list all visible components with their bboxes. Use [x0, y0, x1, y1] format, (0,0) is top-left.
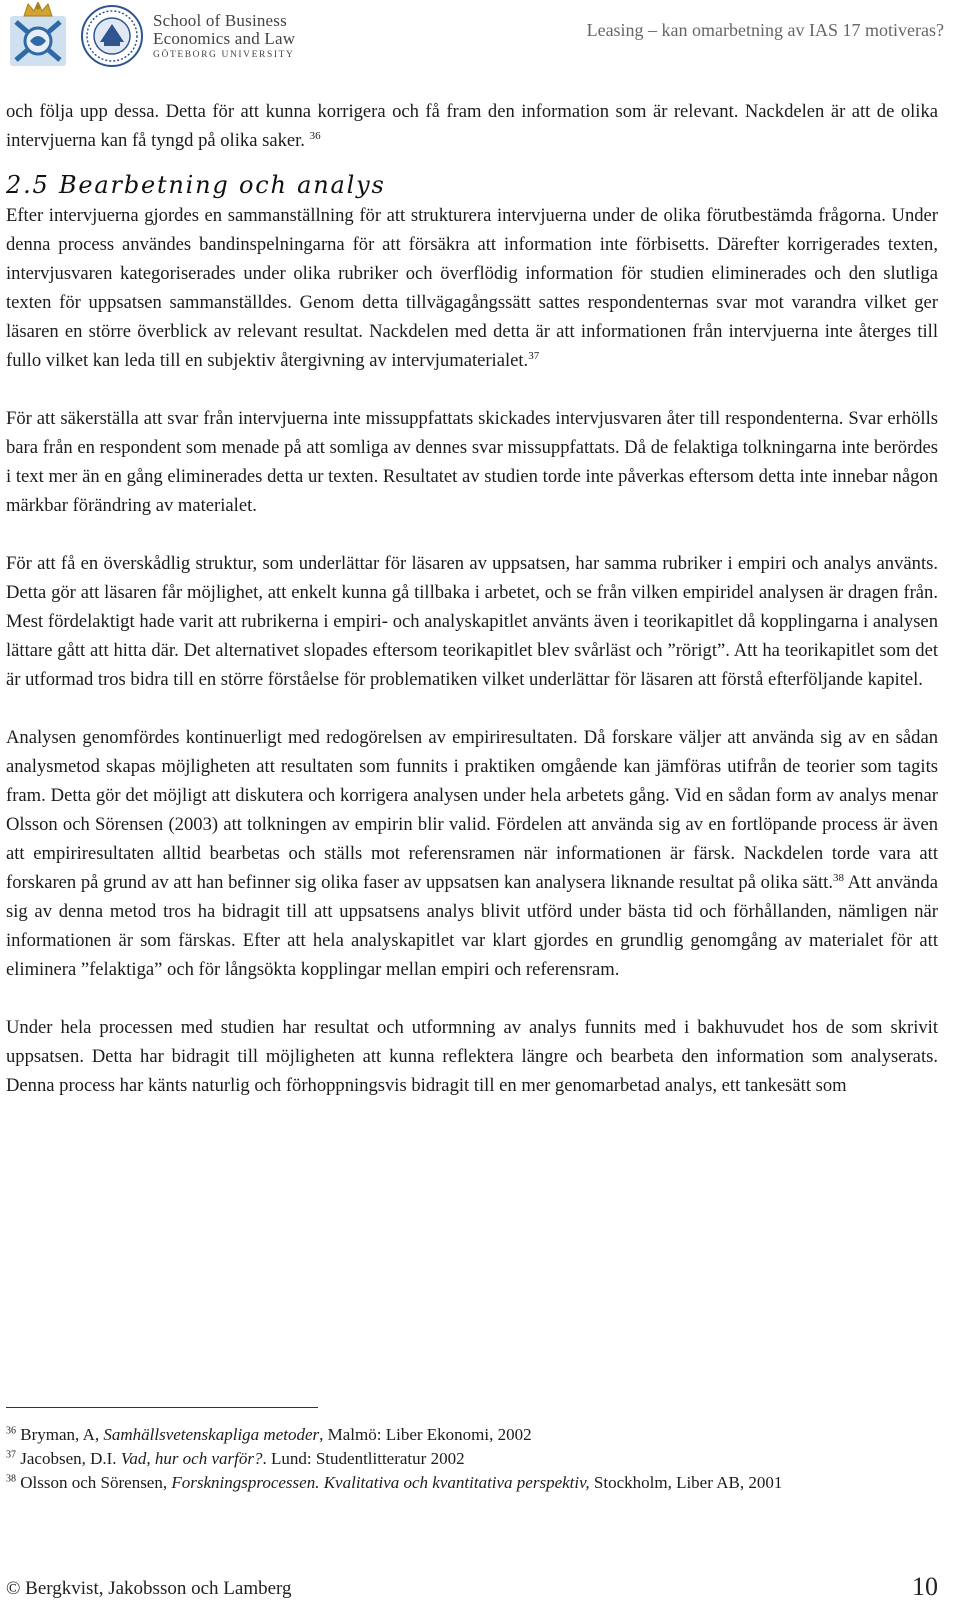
paragraph-1-text: Efter intervjuerna gjordes en sammanställning för att strukturera intervjuerna under de olika förutbestämda frågorna. Under denna process användes bandinspelningarna för att försäkra att information inte förbisetts. Därefter korrigerades texten, intervjusvaren kategoriserades under olika rubriker och överflödig information för studien eliminerades och den slutliga texten för uppsatsen sammanställdes. Genom detta tillvägagångssätt sattes respondenternas svar mot varandra vilket ger läsaren en större överblick av relevant resultat. Nackdelen med detta är att informationen från intervjuerna inte återges till fullo vilket kan leda till en subjektiv återgivning av intervjumaterialet. [6, 205, 938, 371]
footnote-38 [6, 1471, 946, 1495]
footnote-title: Vad, hur och varför? [120, 1449, 263, 1468]
footnote-number: 37 [6, 1449, 16, 1461]
school-name-line2: Economics and Law [153, 29, 296, 48]
paragraph-4-text-after: Att använda sig av denna metod tros ha bidragit till att uppsatsens analys blivit utförd under bästa tid och förhållanden, nämligen när informationen är som färskas. Efter att hela analyskapitlet var klart gjordes en grundlig genomgång av materialet för att eliminera ”felaktiga” och för långsökta kopplingar mellan empiri och referensram. [6, 872, 938, 980]
page-header [0, 0, 960, 80]
school-seal-icon [80, 4, 144, 68]
footnote-title: Forskningsprocessen. Kvalitativa och kvantitativa perspektiv, [171, 1473, 590, 1492]
page-number: 10 [912, 1572, 938, 1601]
school-name-line1: School of Business [153, 11, 287, 30]
paragraph-4 [6, 723, 938, 984]
paragraph-3: För att få en överskådlig struktur, som underlättar för läsaren av uppsatsen, har samma rubriker i empiri och analys använts. Detta gör att läsaren får möjlighet, att enkelt kunna gå tillbaka i arbetet, och se från vilken empiridel analysen är dragen från. Mest fördelaktigt hade varit att rubrikerna i empiri- och analyskapitlet använts även i teorikapitlet då kopplingarna i analysen lättare gått att hitta där. Det alternativet slopades eftersom teorikapitlet blev svårläst och ”rörigt”. Att ha teorikapitlet som det är utformad tros bidra till en större förståelse för problematiken vilket underlättar för läsaren att förstå efterföljande kapitel. [6, 553, 938, 690]
footnote-ref-36[interactable]: 36 [309, 129, 321, 142]
footnote-title: Samhällsvetenskapliga metoder [103, 1425, 320, 1444]
running-title: Leasing – kan omarbetning av IAS 17 motiveras? [586, 20, 944, 40]
footnote-36 [6, 1423, 946, 1447]
footnote-text: Bryman, A, [20, 1425, 104, 1444]
footnote-text: , Malmö: Liber Ekonomi, 2002 [319, 1425, 532, 1444]
paragraph-4-text-before: Analysen genomfördes kontinuerligt med redogörelsen av empiriresultaten. Då forskare väljer att använda sig av en sådan analysmetod skapas möjligheten att resultaten som funnits i praktiken omgående kan jämföras utifrån de teorier som tagits fram. Detta gör det möjligt att diskutera och korrigera analysen under hela arbetets gång. Vid en sådan form av analys menar Olsson och Sörensen (2003) att tolkningen av empirin blir valid. Fördelen att använda sig av en fortlöpande process är även att empiriresultaten alltid bearbetas och ställs mot referensramen när informationen är färsk. Nackdelen torde vara att forskaren på grund av att han befinner sig olika faser av uppsatsen kan analysera liknande resultat på olika sätt. [6, 727, 938, 893]
footnote-text: Stockholm, Liber AB, 2001 [589, 1473, 783, 1492]
paragraph-1 [6, 201, 938, 375]
university-name: GÖTEBORG UNIVERSITY [153, 50, 295, 60]
footnote-text: Olsson och Sörensen, [20, 1473, 172, 1492]
intro-paragraph-text: och följa upp dessa. Detta för att kunna korrigera och få fram den information som är relevant. Nackdelen är att de olika intervjuerna kan få tyngd på olika saker. [6, 101, 938, 151]
page-body [6, 97, 938, 1100]
footer-authors: © Bergkvist, Jakobsson och Lamberg [6, 1578, 292, 1599]
footnote-text: Jacobsen, D.I. [20, 1449, 121, 1468]
footnote-number: 36 [6, 1425, 16, 1437]
footnote-37 [6, 1447, 946, 1471]
footnote-text: . Lund: Studentlitteratur 2002 [262, 1449, 465, 1468]
footnote-ref-37[interactable]: 37 [528, 349, 540, 362]
paragraph-5: Under hela processen med studien har resultat och utformning av analys funnits med i bakhuvudet hos de som skrivit uppsatsen. Detta har bidragit till möjligheten att kunna reflektera längre och bearbeta den information som analyserats. Denna process har känts naturlig och förhoppningsvis bidragit till en mer genomarbetad analys, ett tankesätt som [6, 1017, 938, 1096]
footnote-ref-38[interactable]: 38 [832, 871, 844, 884]
paragraph-2: För att säkerställa att svar från intervjuerna inte missuppfattats skickades intervjusvaren åter till respondenterna. Svar erhölls bara från en respondent som menade på att somliga av dennes svar missuppfattats. Då de felaktiga tolkningarna inte berördes i text mer än en gång eliminerades detta ur texten. Resultatet av studien torde inte påverkas eftersom detta inte innebar någon märkbar förändring av materialet. [6, 408, 938, 516]
footnote-number: 38 [6, 1473, 16, 1485]
intro-paragraph [6, 97, 938, 155]
section-heading: 2.5 Bearbetning och analys [6, 171, 386, 199]
footnotes [6, 1423, 946, 1495]
school-name [153, 12, 295, 60]
footnote-divider [6, 1407, 318, 1408]
university-logo-icon [6, 2, 70, 68]
